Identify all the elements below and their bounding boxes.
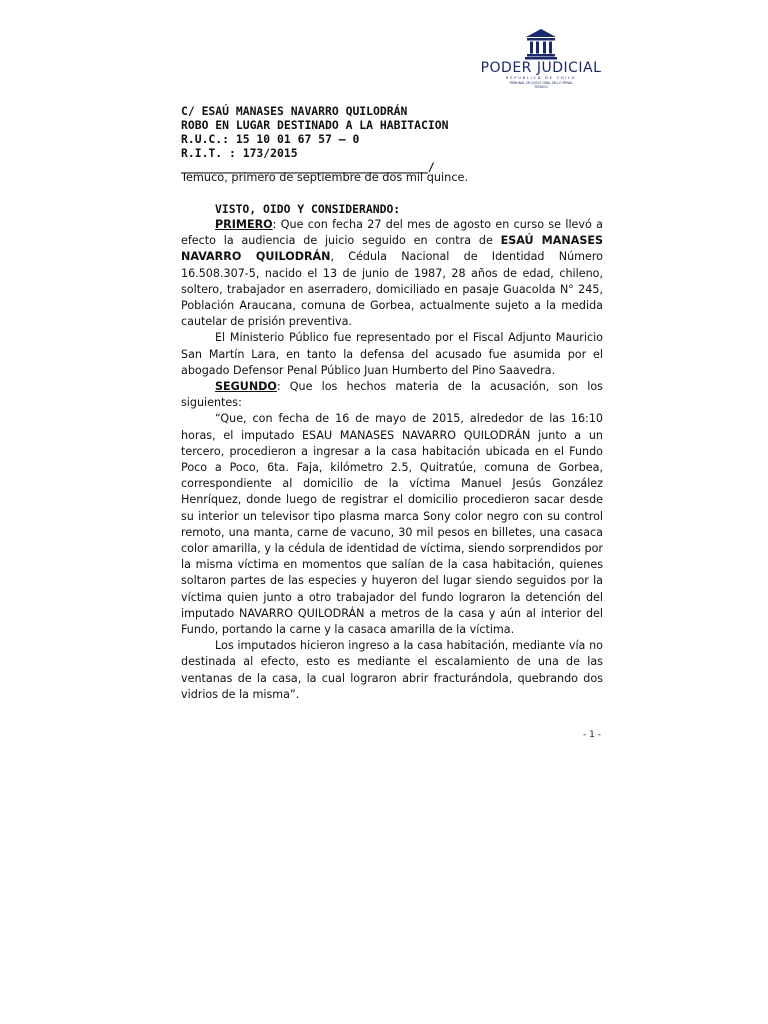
label-primero: PRIMERO [215, 218, 273, 231]
case-crime: ROBO EN LUGAR DESTINADO A LA HABITACION [181, 118, 449, 132]
paragraph-text: : Que con fecha 27 del mes de agosto en curso se llevó a efecto la audiencia de juicio seguido en contra de [181, 218, 603, 248]
document-body [181, 201, 603, 703]
defendant-name: ESAÚ MANASES NAVARRO QUILODRÁN [181, 234, 603, 264]
case-header [181, 104, 601, 174]
paragraph-text: : Que los hechos materia de la acusación, son los siguientes: [181, 380, 603, 410]
logo-city: TEMUCO [534, 85, 548, 89]
document-date: Temuco, primero de septiembre de dos mil quince. [181, 171, 469, 184]
page-number: - 1 - [583, 730, 601, 740]
paragraph-primero [181, 217, 603, 330]
paragraph-ministerio: El Ministerio Público fue representado por el Fiscal Adjunto Mauricio San Martín Lara, en tanto la defensa del acusado fue asumida por el abogado Defensor Penal Público Juan Humberto del Pino Saavedra. [181, 331, 603, 377]
logo-subtitle: REPÚBLICA DE CHILE [505, 76, 577, 80]
paragraph-ingreso: Los imputados hicieron ingreso a la casa habitación, mediante vía no destinada al efecto, esto es mediante el escalamiento de una de las ventanas de la casa, la cual lograron abrir fracturándola, quebrando dos vidrios de la misma”. [181, 639, 603, 701]
section-heading: VISTO, OIDO Y CONSIDERANDO: [215, 202, 401, 216]
paragraph-hechos: “Que, con fecha de 16 de mayo de 2015, alrededor de las 16:10 horas, el imputado ESAU MANASES NAVARRO QUILODRÁN junto a un tercero, procedieron a ingresar a la casa habitación ubicada en el Fundo Poco a Poco, 6ta. Faja, kilómetro 2.5, Quitratúe, comuna de Gorbea, correspondiente al domicilio de la víctima Manuel Jesús González Henríquez, donde luego de registrar el domicilio procedieron sacar desde su interior un televisor tipo plasma marca Sony color negro con su control remoto, una manta, carne de vacuno, 30 mil pesos en billetes, una casaca color amarilla, y la cédula de identidad de víctima, siendo sorprendidos por la misma víctima en momentos que salían de la casa habitación, quienes soltaron partes de las especies y huyeron del lugar siendo seguidos por la víctima quien junto a otro trabajador del fundo lograron la detención del imputado NAVARRO QUILODRÁN a metros de la casa y aún al interior del Fundo, portando la carne y la casaca amarilla de la víctima. [181, 412, 603, 637]
case-rit: R.I.T. : 173/2015 [181, 146, 298, 160]
paragraph-text: , Cédula Nacional de Identidad Número 16.508.307-5, nacido el 13 de junio de 1987, 28 años de edad, chileno, soltero, trabajador en aserradero, domiciliado en pasaje Guacolda N° 245, Población Araucana, comuna de Gorbea, actualmente sujeto a la medida cautelar de prisión preventiva. [181, 250, 604, 329]
poder-judicial-logo [476, 28, 606, 98]
header-divider: ____________________________________/ [181, 160, 435, 174]
logo-tribunal: TRIBUNAL DE JUICIO ORAL EN LO PENAL [509, 81, 573, 85]
paragraph-segundo [181, 379, 603, 411]
case-title: C/ ESAÚ MANASES NAVARRO QUILODRÁN [181, 104, 408, 118]
logo-title: PODER JUDICIAL [480, 60, 602, 76]
courthouse-icon [524, 28, 558, 60]
label-segundo: SEGUNDO [215, 380, 277, 394]
case-ruc: R.U.C.: 15 10 01 67 57 – 0 [181, 132, 360, 146]
